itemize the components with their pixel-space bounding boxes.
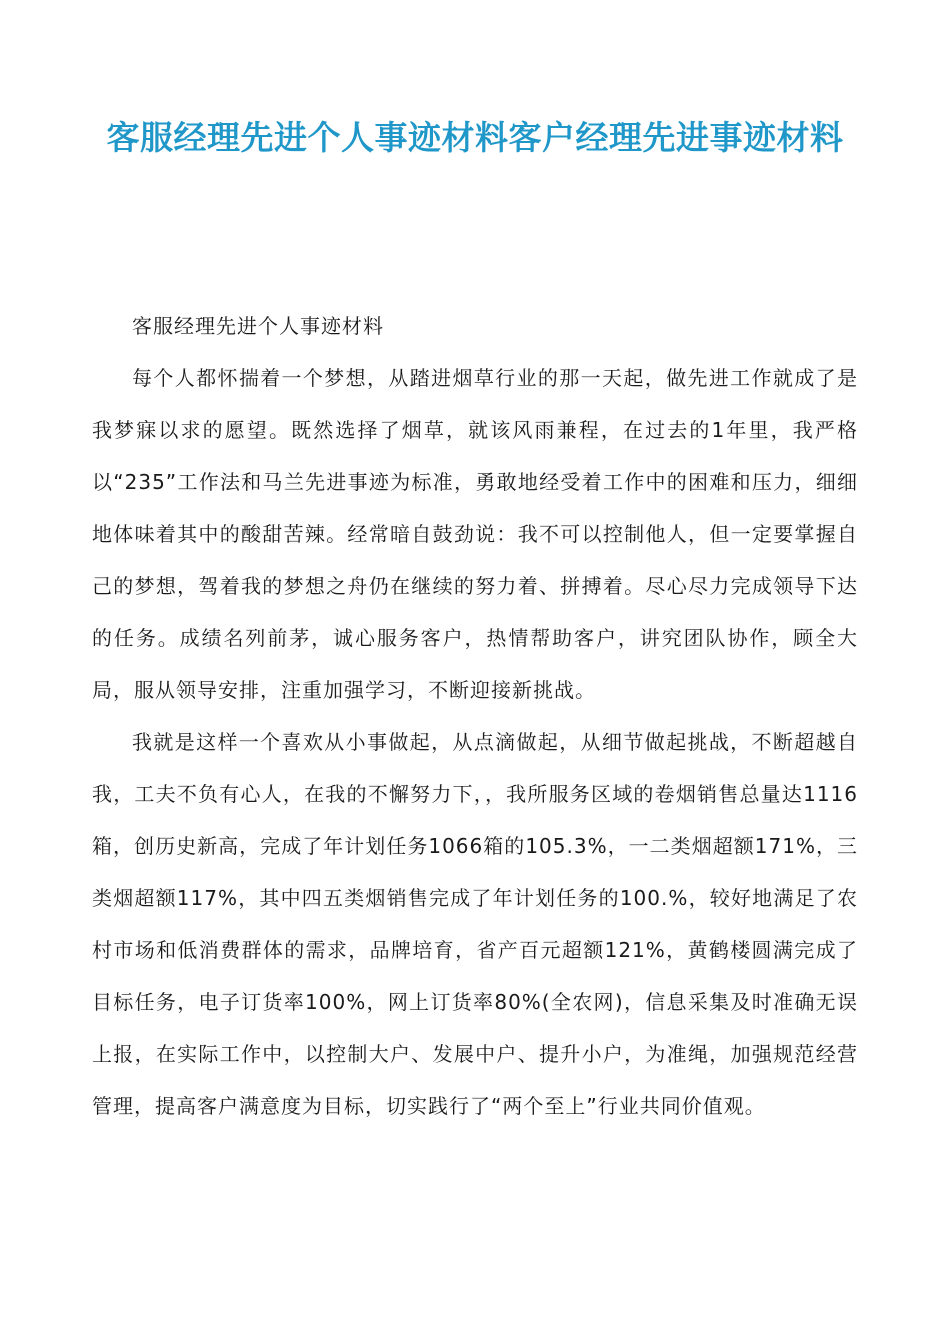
document-title: 客服经理先进个人事迹材料客户经理先进事迹材料: [106, 118, 844, 157]
paragraph-1: 每个人都怀揣着一个梦想，从踏进烟草行业的那一天起，做先进工作就成了是我梦寐以求的愿望。既然选择了烟草，就该风雨兼程，在过去的1年里，我严格以“235”工作法和马兰先进事迹为标准，勇敢地经受着工作中的困难和压力，细细地体味着其中的酸甜苦辣。经常暗自鼓劲说：我不可以控制他人，但一定要掌握自己的梦想，驾着我的梦想之舟仍在继续的努力着、拼搏着。尽心尽力完成领导下达的任务。成绩名列前茅，诚心服务客户，热情帮助客户，讲究团队协作，顾全大局，服从领导安排，注重加强学习，不断迎接新挑战。: [92, 366, 858, 702]
section-heading: 客服经理先进个人事迹材料: [132, 314, 384, 338]
paragraph-2: 我就是这样一个喜欢从小事做起，从点滴做起，从细节做起挑战，不断超越自我，工夫不负有心人，在我的不懈努力下，，我所服务区域的卷烟销售总量达1116箱，创历史新高，完成了年计划任务1066箱的105.3%，一二类烟超额171%，三类烟超额117%，其中四五类烟销售完成了年计划任务的100.%，较好地满足了农村市场和低消费群体的需求，品牌培育，省产百元超额121%，黄鹤楼圆满完成了目标任务，电子订货率100%，网上订货率80%(全农网)，信息采集及时准确无误上报，在实际工作中，以控制大户、发展中户、提升小户，为准绳，加强规范经营管理，提高客户满意度为目标，切实践行了“两个至上”行业共同价值观。: [92, 730, 858, 1118]
document-body: [92, 300, 858, 1132]
